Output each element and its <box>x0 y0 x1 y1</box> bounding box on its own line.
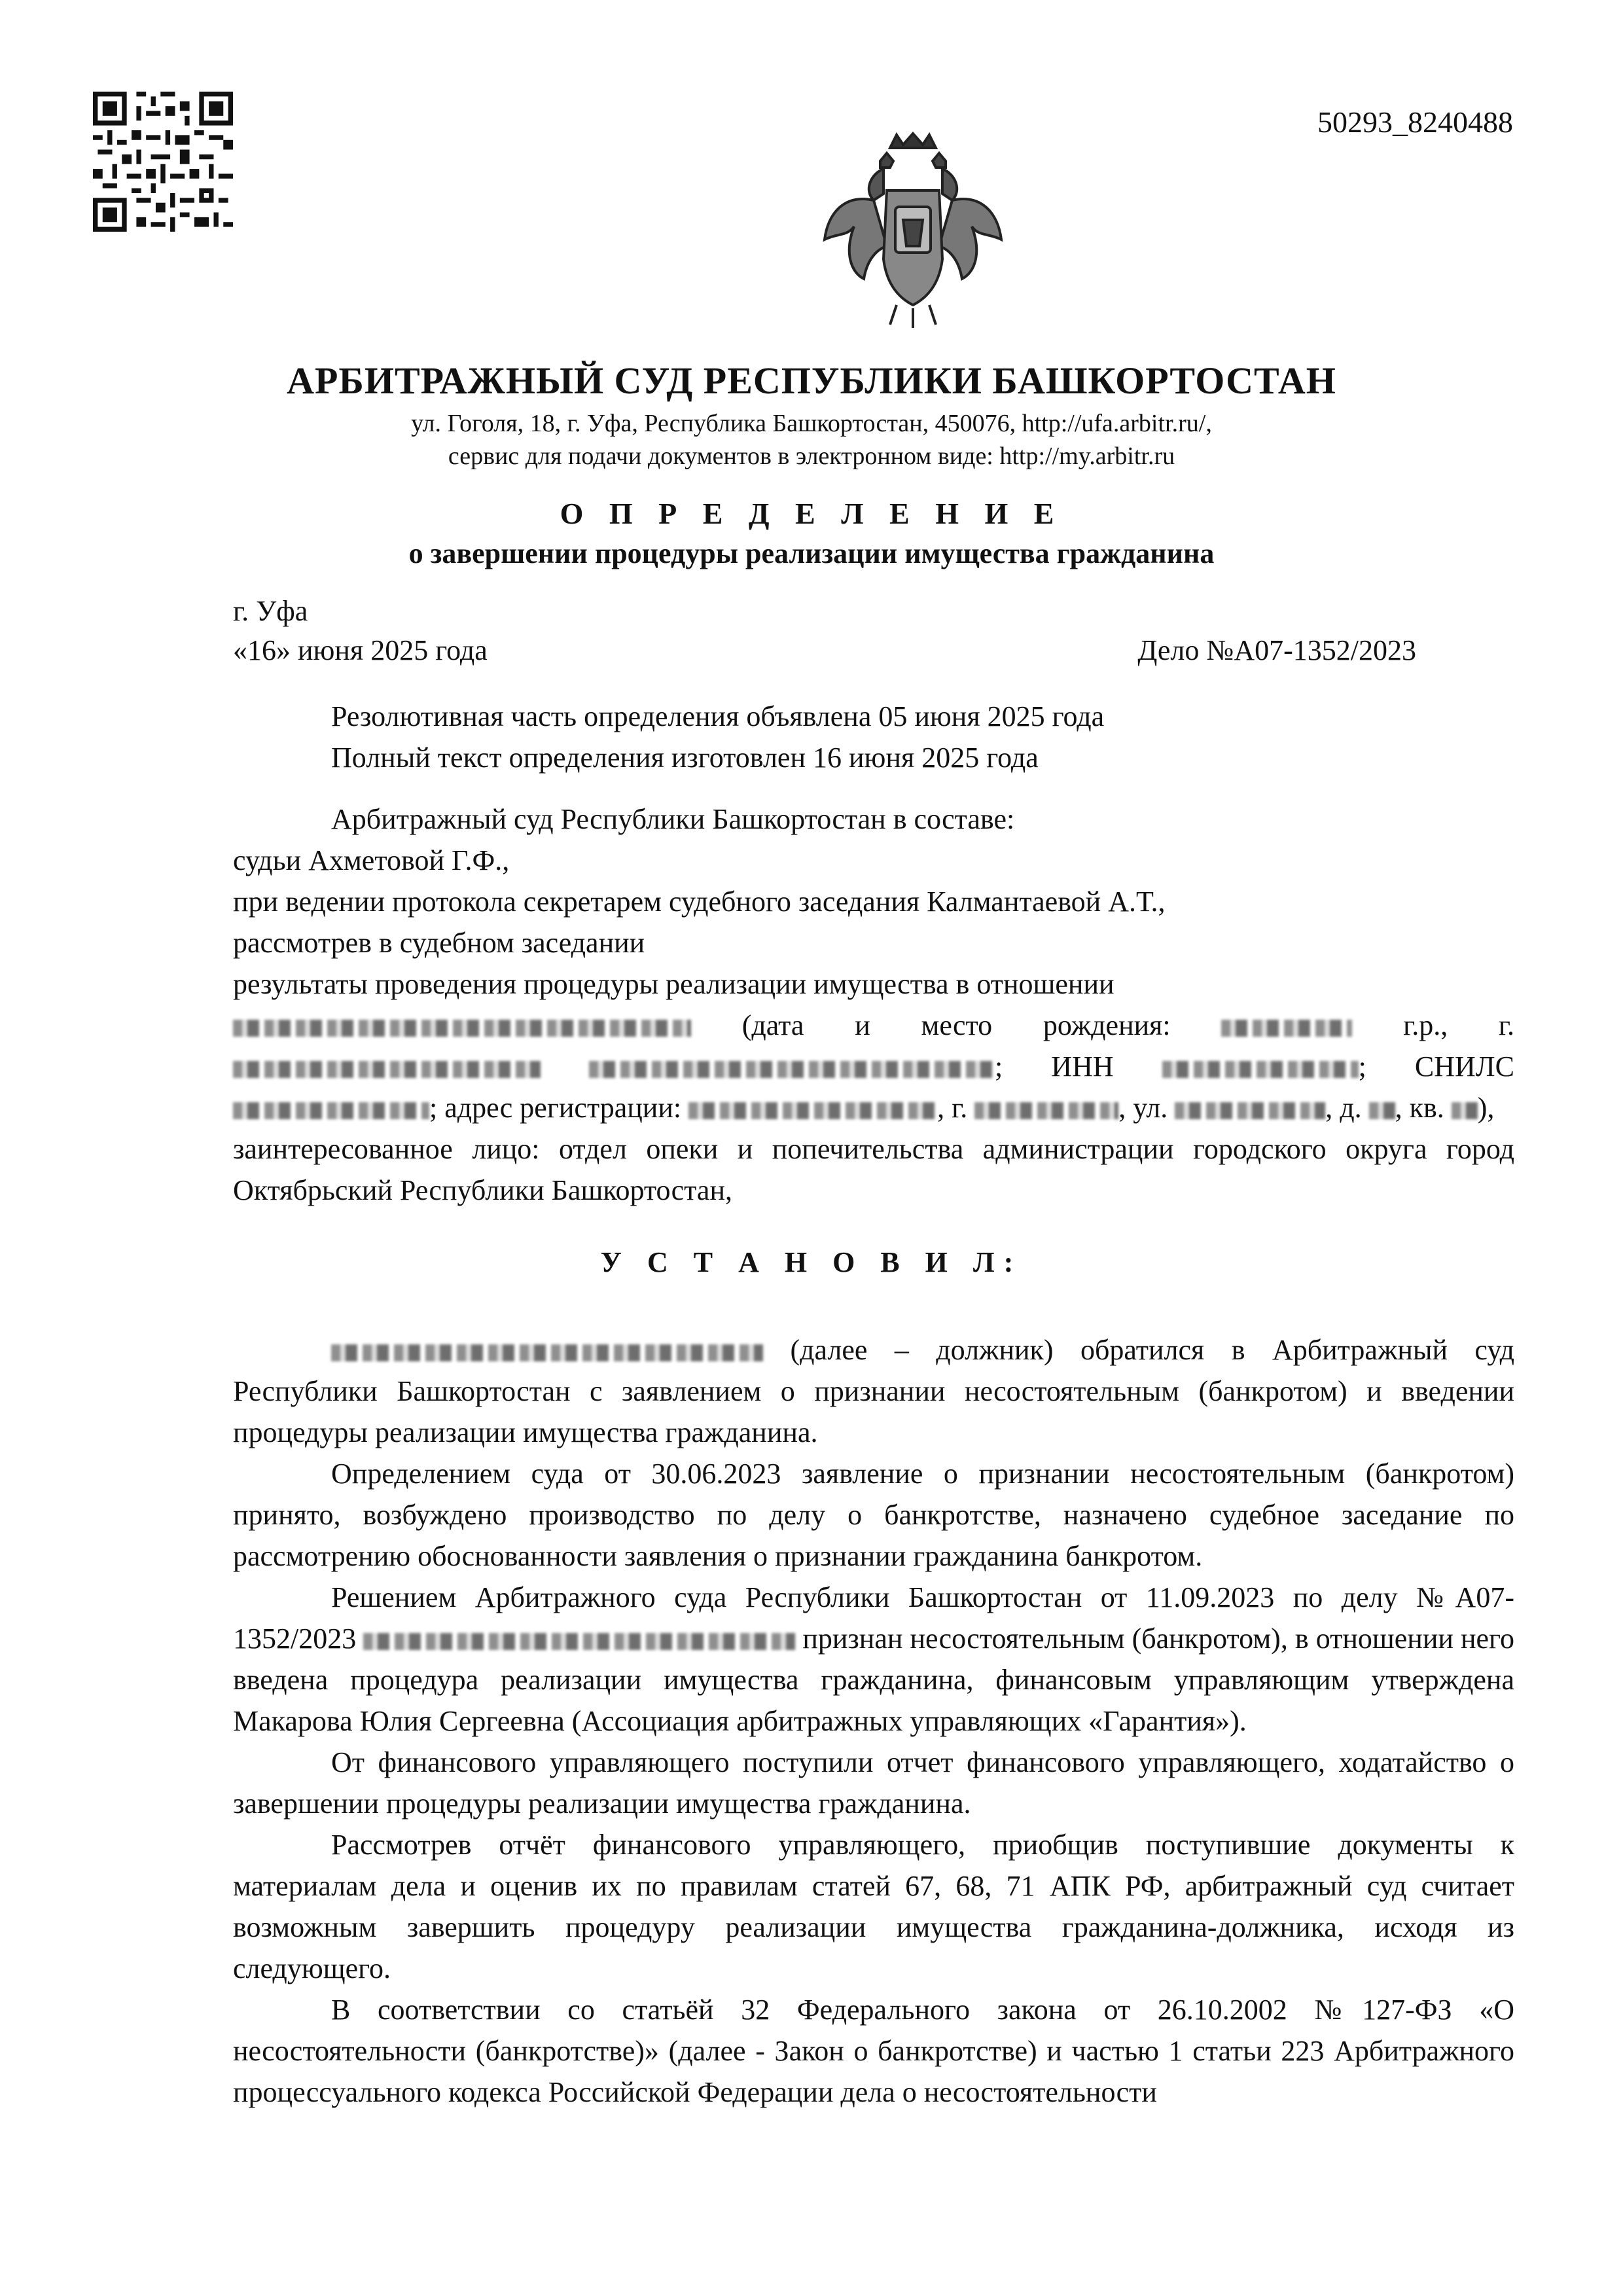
qr-code-icon <box>93 92 233 232</box>
redacted-birth-place <box>233 1061 541 1078</box>
address-line-2: сервис для подачи документов в электронном виде: http://my.arbitr.ru <box>448 442 1175 470</box>
paragraph-text: (далее – должник) обратился в Арбитражный суд Республики Башкортостан с заявлением о признании несостоятельным (банкротом) и введении процедуры реализации имущества гражданина. <box>233 1334 1514 1448</box>
hearing-line: рассмотрев в судебном заседании <box>233 927 645 959</box>
paragraph-law: В соответствии со статьёй 32 Федерального закона от 26.10.2002 №127-ФЗ «О несостоятельности (банкротстве)» (далее - Закон о банкротстве) и частью 1 статьи 223 Арбитражного процессуального кодекса Российской Федерации дела о несостоятельности <box>233 1994 1514 2108</box>
document-id: 50293_8240488 <box>1317 105 1513 139</box>
russian-coat-of-arms-icon <box>818 128 1008 331</box>
interested-party: заинтересованное лицо: отдел опеки и попечительства администрации городского округа город Октябрьский Республики Башкортостан, <box>233 1133 1514 1206</box>
inn-label: ; ИНН <box>995 1050 1114 1083</box>
intro-block <box>233 696 1514 778</box>
established-body <box>233 1329 1514 2113</box>
redacted-snils <box>233 1102 429 1119</box>
paragraph-decision <box>233 1577 1514 1742</box>
redacted-debtor-name <box>363 1633 795 1650</box>
composition-line: Арбитражный суд Республики Башкортостан в составе: <box>331 803 1015 835</box>
established-heading: У С Т А Н О В И Л: <box>600 1246 1023 1278</box>
address-street-label: , ул. <box>1118 1092 1168 1124</box>
paragraph-ruling: Определением суда от 30.06.2023 заявление о признании несостоятельным (банкротом) принято, возбуждено производство по делу о банкротстве, назначено судебное заседание по рассмотрению обоснованности заявления о признании гражданина банкротом. <box>233 1458 1514 1572</box>
address-city-label: , г. <box>937 1092 968 1124</box>
address-house-label: , д. <box>1325 1092 1362 1124</box>
snils-label: ; СНИЛС <box>1358 1050 1514 1083</box>
paragraph-text: признан несостоятельным (банкротом), в отношении него введена процедура реализации имущества гражданина, финансовым управляющим утверждена Макарова Юлия Сергеевна (Ассоциация арбитражных управляющих «Гарантия»). <box>233 1623 1515 1737</box>
city: г. Уфа <box>233 595 308 627</box>
resolution-announced: Резолютивная часть определения объявлена 05 июня 2025 года <box>331 700 1105 732</box>
redacted-flat <box>1452 1102 1478 1119</box>
redacted-postcode-region <box>688 1102 937 1119</box>
judge-line: судьи Ахметовой Г.Ф., <box>233 844 510 876</box>
redacted-inn <box>1162 1061 1359 1078</box>
redacted-street <box>1175 1102 1325 1119</box>
court-name: АРБИТРАЖНЫЙ СУД РЕСПУБЛИКИ БАШКОРТОСТАН <box>287 359 1336 402</box>
document-type: О П Р Е Д Е Л Е Н И Е <box>560 497 1063 530</box>
redacted-birth-region <box>589 1061 995 1078</box>
birth-label: (дата и место рождения: <box>741 1009 1171 1041</box>
document-date: «16» июня 2025 года <box>233 634 488 666</box>
full-text-prepared: Полный текст определения изготовлен 16 июня 2025 года <box>331 742 1039 774</box>
year-suffix: г.р., г. <box>1403 1009 1515 1041</box>
debtor-details <box>233 1005 1514 1128</box>
redacted-house <box>1369 1102 1395 1119</box>
address-label: ; адрес регистрации: <box>429 1092 682 1124</box>
court-composition <box>233 798 1514 1211</box>
secretary-line: при ведении протокола секретарем судебного заседания Калмантаевой А.Т., <box>233 886 1166 918</box>
document-subject: о завершении процедуры реализации имущества гражданина <box>408 537 1215 569</box>
court-address <box>0 407 1623 473</box>
paragraph-review: Рассмотрев отчёт финансового управляющего, приобщив поступившие документы к материалам дела и оценив их по правилам статей 67, 68, 71 АПК РФ, арбитражный суд считает возможным завершить процедуру реализации имущества гражданина-должника, исходя из следующего. <box>233 1829 1514 1984</box>
redacted-debtor-name <box>233 1020 691 1037</box>
address-flat-label: , кв. <box>1395 1092 1444 1124</box>
paragraph-text: Решением Арбитражного суда Республики Башкортостан от 11.09.2023 по делу №А07-1352/2023 <box>233 1581 1514 1655</box>
case-number: Дело №А07-1352/2023 <box>1137 634 1416 666</box>
redacted-debtor-name <box>331 1344 763 1361</box>
details-close: ), <box>1477 1092 1495 1124</box>
paragraph-report: От финансового управляющего поступили отчет финансового управляющего, ходатайство о завершении процедуры реализации имущества гражданина. <box>233 1746 1514 1820</box>
address-line-1: ул. Гоголя, 18, г. Уфа, Республика Башкортостан, 450076, http://ufa.arbitr.ru/, <box>411 410 1212 437</box>
procedure-line: результаты проведения процедуры реализации имущества в отношении <box>233 968 1115 1000</box>
redacted-birth-date <box>1221 1020 1352 1037</box>
redacted-city <box>974 1102 1118 1119</box>
paragraph-application <box>233 1329 1514 1453</box>
